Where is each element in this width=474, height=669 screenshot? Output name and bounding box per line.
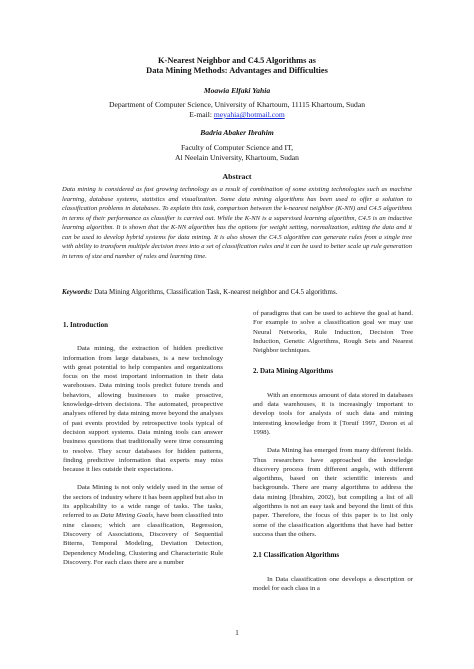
intro-p2-italic: Data Mining Goals: [100, 512, 153, 520]
page-number: 1: [235, 629, 239, 637]
section-heading-algorithms: 2. Data Mining Algorithms: [253, 367, 334, 376]
email-link[interactable]: meyahia@hotmail.com: [213, 110, 285, 119]
intro-paragraph-1: Data mining, the extraction of hidden predictive information from large databases, is a new technology with great potential to help companies and organizations focus on the most important information in their data warehouses. Data mining tools predict future trends and behaviors, allowing businesses to make proactive, knowledge-driven decisions. The automated, prospective analyses offered by data mining move beyond the analyses of past events provided by retrospective tools typical of decision support systems. Data mining tools can answer business questions that traditionally were time consuming to resolve. They scour databases for hidden patterns, finding predictive information that experts may miss because it lies outside their expectations.: [63, 345, 223, 474]
algorithms-paragraph-2: Data Mining has emerged from many different fields. Thus researchers have approached the knowledge discovery process from different angels, with different algorithms, based on their scientific interests and backgrounds. There are many algorithms to address the data mining [Ibrahim, 2002), but compiling a list of all algorithms is not an easy task and beyond the limit of this paper. Therefore, the focus of this paper is to list only some of the classification algorithms that have had better success than the others.: [253, 447, 413, 538]
right-column: [253, 309, 413, 593]
section-heading-introduction: 1. Introduction: [63, 321, 108, 329]
intro-paragraph-2: [63, 483, 223, 567]
author-2-name: Badria Abaker Ibrahim: [200, 128, 274, 137]
abstract-heading: Abstract: [222, 172, 252, 181]
algorithms-paragraph-1: With an enormous amount of data stored in databases and data warehouses, it is increasingly important to develop tools for analysis of such data and mining interesting knowledge from it [Toruif 1997, Doron et al 1998).: [253, 391, 413, 436]
abstract-text: Data mining is considered as fast growing technology as a result of combination of some existing technologies such as machine learning, database systems, statistics and visualization. Some data mining algorithms has been used to offer a solution to classification problems in databases. To explain this task, comparison between the k-nearest neighbor (K-NN) and C4.5 algorithms in terms of their performance as classifier is carried out. While the K-NN is a supervised learning algorithm, C4.5 is an inductive learning algorithm. It is shown that the K-NN algorithm has the options for weight setting, normalization, editing the data and it can be used to develop hybrid systems for data mining. It is also shown the C4.5 algorithm can generate rules from a single tree with ability to transform multiple decision trees into a set of classification rules and it can be used to better scale up rule generation in terms of size and number of rules and learning time.: [62, 186, 412, 260]
author-1-affiliation: [60, 100, 414, 120]
intro-p2-end: , have been classified into nine classes; which are classification, Regression, Discovery of Associations, Discovery of Sequential Btterns, Temporal Modeling, Deviation Detection, Dependency Modeling, Clustering and Characteristic Rule Discovery. For each class there are a number: [63, 512, 223, 566]
intro-p2-start: Data Mining is not only widely used in the sense of the sectors of industry where it has been applied but also in its applicability to a wide range of tasks. The tasks, referred to as: [63, 484, 223, 520]
keywords-label: Keywords:: [62, 288, 93, 296]
author-1-name: Moawia Elfaki Yahia: [203, 86, 271, 95]
keywords-list: Data Mining Algorithms, Classification Task, K-nearest neighbor and C4.5 algorithms.: [92, 288, 338, 296]
classification-paragraph: In Data classification one develops a description or model for each class in a: [253, 575, 413, 592]
section-heading-classification: 2.1 Classification Algorithms: [253, 551, 340, 560]
author-1-department: Department of Computer Science, University of Khartoum, 11115 Khartoum, Sudan: [108, 100, 366, 109]
author-2-affiliation: [60, 143, 414, 163]
title-line-1: K-Nearest Neighbor and C4.5 Algorithms as: [158, 56, 316, 65]
author-2-faculty: Faculty of Computer Science and IT,: [180, 143, 294, 152]
keywords-line: [62, 288, 422, 297]
author-1-email-line: [60, 110, 414, 120]
author-2-university: Al Neelain University, Khartoum, Sudan: [175, 153, 299, 162]
left-column: [63, 309, 223, 567]
paper-title: [60, 56, 414, 77]
email-label: E-mail:: [189, 110, 214, 119]
intro-paragraph-continued: of paradigms that can be used to achieve the goal at hand. For example to solve a classification goal we may use Neural Networks, Rule Induction, Decision Tree Induction, Genetic Algorithms, Rough Sets and Nearest Neighbor techniques.: [253, 310, 413, 355]
title-line-2: Data Mining Methods: Advantages and Difficulties: [146, 66, 328, 76]
